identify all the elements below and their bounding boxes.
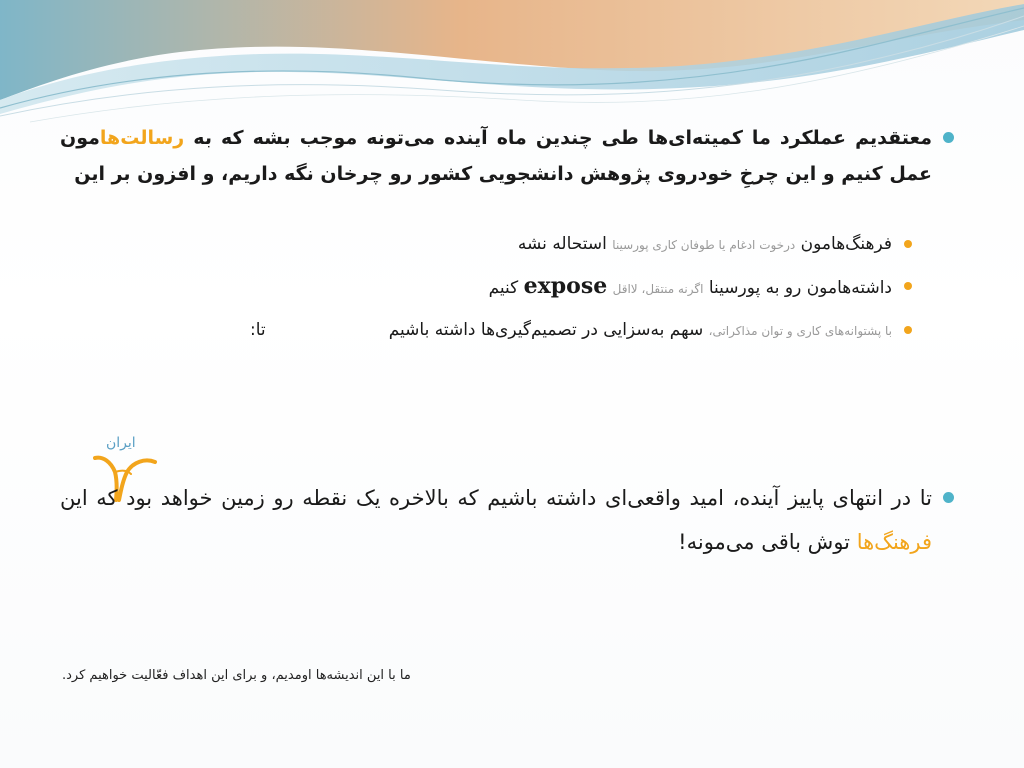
bullet-2: [60, 476, 932, 564]
main-content: [60, 120, 932, 358]
sub-bullet-3-gray-note: با پشتوانه‌های کاری و توان مذاکراتی،: [708, 324, 892, 338]
sub-bullet-3: [60, 316, 892, 345]
bullet-2-text-part2: توش باقی می‌مونه!: [678, 530, 857, 554]
bullet-1: [60, 120, 932, 192]
bullet-1-highlight: رسالت‌ها: [99, 127, 185, 149]
sub-bullet-1: [60, 230, 892, 259]
sub-bullet-dot-icon: [904, 282, 912, 290]
sub-bullet-1-gray-note: درخوت ادغام یا طوفان کاری پورسینا: [612, 238, 796, 252]
footer-note: ما با این اندیشه‌ها اومدیم، و برای این اهداف فعّالیت خواهیم کرد.: [62, 668, 411, 683]
bullet-2-text-part1: تا در انتهای پاییز آینده، امید واقعی‌ای داشته باشیم که بالاخره یک نقطه رو زمین خواهد بود که این: [60, 486, 932, 510]
sub-bullet-2-end: کنیم: [488, 278, 519, 298]
bullet-2-highlight: فرهنگ‌ها: [856, 530, 932, 554]
bullet-1-text-part2: مون عمل کنیم و این چرخِ خودروی پژوهش دانشجویی کشور رو چرخان نگه داریم، و افزون بر این: [60, 127, 932, 185]
sub-bullet-3-main: سهم به‌سزایی در تصمیم‌گیری‌ها داشته باشیم: [388, 320, 704, 340]
sub-bullet-1-start: فرهنگ‌هامون: [800, 234, 892, 254]
sub-bullet-1-end: استحاله نشه: [517, 234, 607, 254]
sub-bullet-2-gray-note: اگرنه منتقل، لااقل: [612, 282, 704, 296]
sub-bullet-2-start: داشته‌هامون رو به پورسینا: [708, 278, 892, 298]
sub-bullet-list: [60, 230, 892, 345]
sub-bullet-2: [60, 272, 892, 303]
iran-label: ایران: [106, 435, 136, 451]
bullet-1-text-part1: معتقدیم عملکرد ما کمیته‌ای‌ها طی چندین ماه آینده می‌تونه موجب بشه که به: [184, 127, 932, 149]
bullet-dot-icon: [943, 132, 954, 143]
sub-bullet-dot-icon: [904, 240, 912, 248]
bullet-dot-icon: [943, 492, 954, 503]
header-wave-decoration: [0, 0, 1024, 130]
sub-bullet-2-english-word: expose: [523, 273, 608, 299]
sub-bullet-3-end: تا:: [250, 320, 266, 340]
sub-bullet-dot-icon: [904, 326, 912, 334]
